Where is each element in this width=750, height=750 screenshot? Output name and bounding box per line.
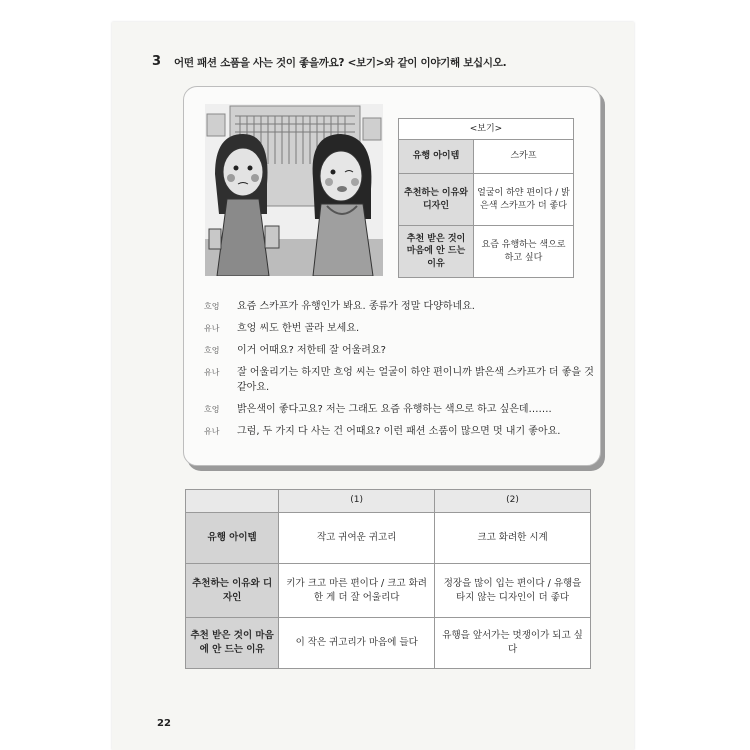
question-number: 3	[152, 54, 162, 69]
dialogue-line	[200, 424, 595, 439]
practice-table	[185, 489, 591, 669]
row-label: 추천하는 이유와 디자인	[186, 564, 279, 618]
speaker-name: 유나	[204, 427, 220, 436]
table-cell: 키가 크고 마른 편이다 / 크고 화려한 게 더 잘 어울리다	[279, 564, 435, 618]
dialogue-text: 이거 어때요? 저한테 잘 어울려요?	[237, 345, 386, 356]
example-label: 추천 받은 것이 마음에 안 드는 이유	[399, 226, 474, 278]
column-header	[186, 490, 279, 513]
example-table	[398, 118, 574, 278]
column-header: (2)	[435, 490, 591, 513]
dialogue-lines	[200, 299, 595, 446]
row-label: 추천 받은 것이 마음에 안 드는 이유	[186, 618, 279, 669]
speaker-name: 흐엉	[204, 346, 220, 355]
speaker-name: 흐엉	[204, 405, 220, 414]
speaker-name: 유나	[204, 324, 220, 333]
column-header: (1)	[279, 490, 435, 513]
dialogue-text: 밝은색이 좋다고요? 저는 그래도 요즘 유행하는 색으로 하고 싶은데…….	[237, 404, 552, 415]
dialogue-line	[200, 343, 595, 358]
dialogue-line	[200, 402, 595, 417]
table-cell: 유행을 앞서가는 멋쟁이가 되고 싶다	[435, 618, 591, 669]
example-value: 스카프	[474, 140, 574, 174]
table-cell: 정장을 많이 입는 편이다 / 유행을 타지 않는 디자인이 더 좋다	[435, 564, 591, 618]
row-label: 유행 아이템	[186, 513, 279, 564]
question-text: 어떤 패션 소품을 사는 것이 좋을까요? <보기>와 같이 이야기해 보십시오.	[174, 57, 507, 69]
speaker-name: 유나	[204, 368, 220, 377]
dialogue-text: 잘 어울리기는 하지만 흐엉 씨는 얼굴이 하얀 편이니까 밝은색 스카프가 더 좋을 것 같아요.	[237, 367, 594, 393]
dialogue-line	[200, 321, 595, 336]
speaker-name: 흐엉	[204, 302, 220, 311]
dialogue-line	[200, 365, 595, 395]
dialogue-text: 요즘 스카프가 유행인가 봐요. 종류가 정말 다양하네요.	[237, 301, 475, 312]
example-label: 추천하는 이유와 디자인	[399, 174, 474, 226]
table-cell: 작고 귀여운 귀고리	[279, 513, 435, 564]
dialogue-text: 그럼, 두 가지 다 사는 건 어때요? 이런 패션 소품이 많으면 멋 내기 좋아요.	[237, 426, 561, 437]
example-value: 얼굴이 하얀 편이다 / 밝은색 스카프가 더 좋다	[474, 174, 574, 226]
example-label: 유행 아이템	[399, 140, 474, 174]
table-cell: 이 작은 귀고리가 마음에 들다	[279, 618, 435, 669]
example-value: 요즘 유행하는 색으로 하고 싶다	[474, 226, 574, 278]
two-women-shopping-illustration	[205, 104, 383, 276]
dialogue-text: 흐엉 씨도 한번 골라 보세요.	[237, 323, 360, 334]
dialogue-line	[200, 299, 595, 314]
table-cell: 크고 화려한 시계	[435, 513, 591, 564]
page-number: 22	[157, 718, 171, 729]
example-table-title: <보기>	[399, 119, 574, 140]
